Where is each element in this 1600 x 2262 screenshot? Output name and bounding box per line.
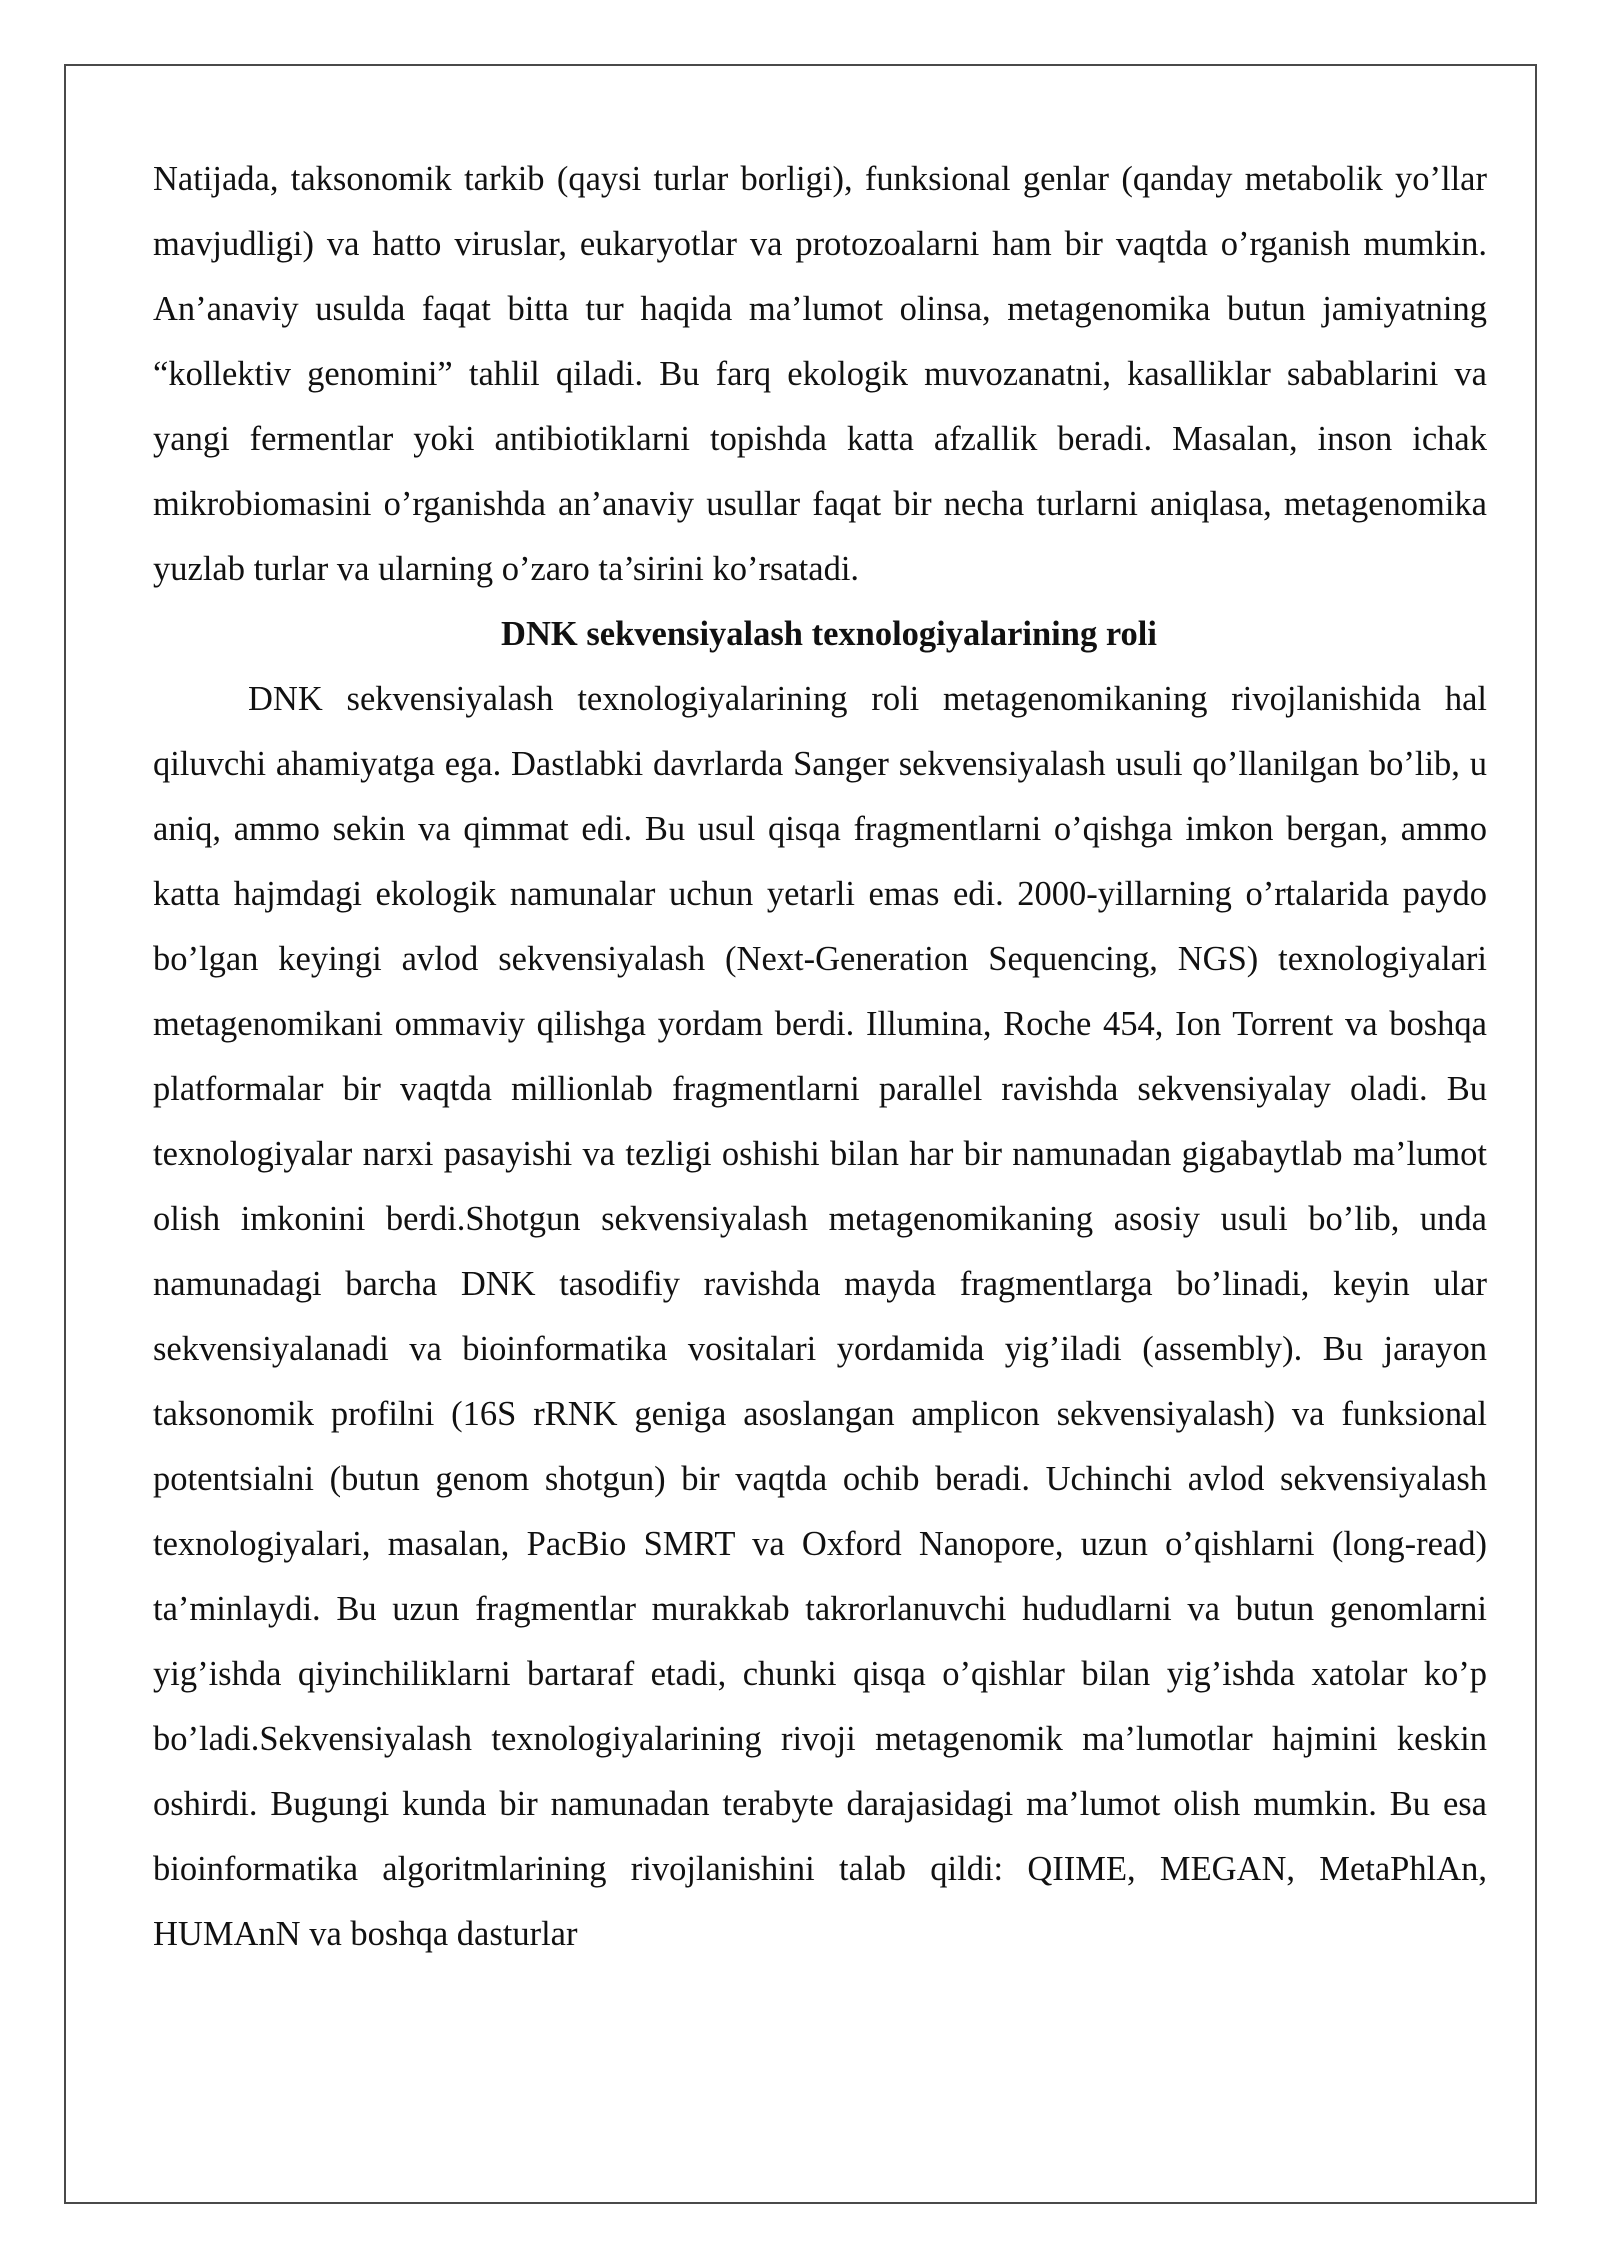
section-heading: DNK sekvensiyalash texnologiyalarining roli <box>501 615 1157 653</box>
document-body <box>153 147 1487 1967</box>
paragraph-intro: Natijada, taksonomik tarkib (qaysi turlar borligi), funksional genlar (qanday metabolik yo’llar mavjudligi) va hatto viruslar, eukaryotlar va protozoalarni ham bir vaqtda o’rganish mumkin. An’anaviy usulda faqat bitta tur haqida ma’lumot olinsa, metagenomika butun jamiyatning “kollektiv genomini” tahlil qiladi. Bu farq ekologik muvozanatni, kasalliklar sabablarini va yangi fermentlar yoki antibiotiklarni topishda katta afzallik beradi. Masalan, inson ichak mikrobiomasini o’rganishda an’anaviy usullar faqat bir necha turlarni aniqlasa, metagenomika yuzlab turlar va ularning o’zaro ta’sirini ko’rsatadi. <box>153 160 1487 588</box>
paragraph-sequencing: DNK sekvensiyalash texnologiyalarining roli metagenomikaning rivojlanishida hal qiluvchi ahamiyatga ega. Dastlabki davrlarda Sanger sekvensiyalash usuli qo’llanilgan bo’lib, u aniq, ammo sekin va qimmat edi. Bu usul qisqa fragmentlarni o’qishga imkon bergan, ammo katta hajmdagi ekologik namunalar uchun yetarli emas edi. 2000-yillarning o’rtalarida paydo bo’lgan keyingi avlod sekvensiyalash (Next-Generation Sequencing, NGS) texnologiyalari metagenomikani ommaviy qilishga yordam berdi. Illumina, Roche 454, Ion Torrent va boshqa platformalar bir vaqtda millionlab fragmentlarni parallel ravishda sekvensiyalay oladi. Bu texnologiyalar narxi pasayishi va tezligi oshishi bilan har bir namunadan gigabaytlab ma’lumot olish imkonini berdi.Shotgun sekvensiyalash metagenomikaning asosiy usuli bo’lib, unda namunadagi barcha DNK tasodifiy ravishda mayda fragmentlarga bo’linadi, keyin ular sekvensiyalanadi va bioinformatika vositalari yordamida yig’iladi (assembly). Bu jarayon taksonomik profilni (16S rRNK geniga asoslangan amplicon sekvensiyalash) va funksional potentsialni (butun genom shotgun) bir vaqtda ochib beradi. Uchinchi avlod sekvensiyalash texnologiyalari, masalan, PacBio SMRT va Oxford Nanopore, uzun o’qishlarni (long-read) ta’minlaydi. Bu uzun fragmentlar murakkab takrorlanuvchi hududlarni va butun genomlarni yig’ishda qiyinchiliklarni bartaraf etadi, chunki qisqa o’qishlar bilan yig’ishda xatolar ko’p bo’ladi.Sekvensiyalash texnologiyalarining rivoji metagenomik ma’lumotlar hajmini keskin oshirdi. Bugungi kunda bir namunadan terabyte darajasidagi ma’lumot olish mumkin. Bu esa bioinformatika algoritmlarining rivojlanishini talab qildi: QIIME, MEGAN, MetaPhlAn, HUMAnN va boshqa dasturlar <box>153 680 1487 1953</box>
